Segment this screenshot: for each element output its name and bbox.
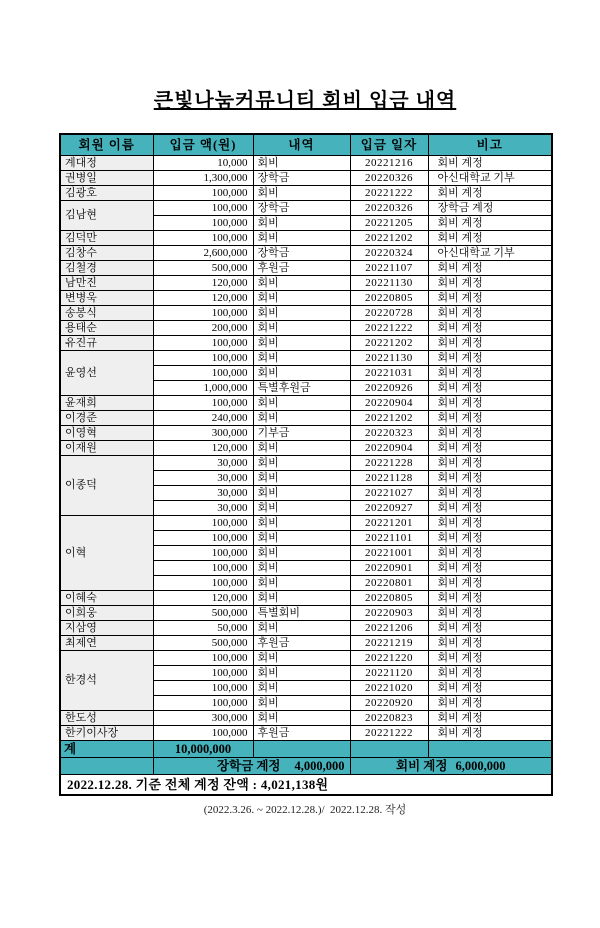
amount-cell: 120,000 [153,590,253,605]
member-name-cell: 이재원 [60,440,153,455]
detail-cell: 회비 [253,290,350,305]
detail-cell: 회비 [253,185,350,200]
note-cell: 회비 계정 [428,605,552,620]
detail-cell: 회비 [253,590,350,605]
note-cell: 회비 계정 [428,650,552,665]
amount-cell: 100,000 [153,725,253,740]
table-body [60,155,552,740]
table-row [60,350,552,365]
scholarship-account-amount: 4,000,000 [294,758,345,773]
note-cell: 회비 계정 [428,530,552,545]
detail-cell: 후원금 [253,635,350,650]
amount-cell: 100,000 [153,185,253,200]
note-cell: 회비 계정 [428,395,552,410]
balance-row [60,774,552,795]
amount-cell: 500,000 [153,605,253,620]
note-cell: 장학금 계정 [428,200,552,215]
member-name-cell: 한경석 [60,650,153,710]
date-cell: 20220904 [350,440,428,455]
amount-cell: 120,000 [153,440,253,455]
date-cell: 20220728 [350,305,428,320]
amount-cell: 100,000 [153,515,253,530]
table-row [60,290,552,305]
table-row [60,635,552,650]
detail-cell: 회비 [253,620,350,635]
date-cell: 20221202 [350,335,428,350]
member-name-cell: 남만진 [60,275,153,290]
amount-cell: 300,000 [153,710,253,725]
date-cell: 20221222 [350,185,428,200]
note-cell: 회비 계정 [428,590,552,605]
date-cell: 20221222 [350,320,428,335]
table-row [60,605,552,620]
date-cell: 20221219 [350,635,428,650]
member-name-cell: 김덕만 [60,230,153,245]
table-row [60,155,552,170]
table-row [60,425,552,440]
note-cell: 회비 계정 [428,695,552,710]
detail-cell: 회비 [253,350,350,365]
amount-cell: 100,000 [153,335,253,350]
member-name-cell: 김철경 [60,260,153,275]
detail-cell: 회비 [253,215,350,230]
table-row [60,590,552,605]
date-cell: 20220805 [350,290,428,305]
member-name-cell: 이종덕 [60,455,153,515]
date-cell: 20220326 [350,170,428,185]
note-cell: 회비 계정 [428,320,552,335]
detail-cell: 회비 [253,320,350,335]
date-cell: 20221001 [350,545,428,560]
detail-cell: 회비 [253,440,350,455]
amount-cell: 100,000 [153,650,253,665]
member-name-cell: 송봉식 [60,305,153,320]
table-row [60,620,552,635]
table-row [60,185,552,200]
amount-cell: 100,000 [153,680,253,695]
detail-cell: 회비 [253,470,350,485]
detail-cell: 회비 [253,695,350,710]
date-cell: 20221216 [350,155,428,170]
date-cell: 20220904 [350,395,428,410]
account-split-row [60,757,552,774]
amount-cell: 100,000 [153,350,253,365]
amount-cell: 30,000 [153,455,253,470]
member-name-cell: 이희웅 [60,605,153,620]
note-cell: 회비 계정 [428,275,552,290]
note-cell: 회비 계정 [428,335,552,350]
detail-cell: 회비 [253,560,350,575]
table-header-row [60,134,552,155]
note-cell: 회비 계정 [428,425,552,440]
detail-cell: 회비 [253,275,350,290]
detail-cell: 특별후원금 [253,380,350,395]
amount-cell: 30,000 [153,485,253,500]
amount-cell: 30,000 [153,470,253,485]
date-cell: 20220903 [350,605,428,620]
note-cell: 회비 계정 [428,440,552,455]
date-cell: 20221031 [350,365,428,380]
note-cell: 회비 계정 [428,500,552,515]
total-row [60,740,552,757]
date-cell: 20221205 [350,215,428,230]
member-name-cell: 김남현 [60,200,153,230]
detail-cell: 장학금 [253,170,350,185]
detail-cell: 회비 [253,485,350,500]
amount-cell: 100,000 [153,530,253,545]
date-cell: 20221120 [350,665,428,680]
amount-cell: 300,000 [153,425,253,440]
table-row [60,335,552,350]
amount-cell: 100,000 [153,395,253,410]
date-cell: 20220805 [350,590,428,605]
note-cell: 회비 계정 [428,470,552,485]
date-cell: 20220324 [350,245,428,260]
note-cell: 회비 계정 [428,215,552,230]
detail-cell: 후원금 [253,725,350,740]
amount-cell: 500,000 [153,260,253,275]
col-header-detail: 내역 [253,134,350,155]
table-row [60,170,552,185]
date-cell: 20221128 [350,470,428,485]
detail-cell: 회비 [253,575,350,590]
table-row [60,515,552,530]
amount-cell: 100,000 [153,365,253,380]
table-row [60,440,552,455]
date-cell: 20221202 [350,230,428,245]
member-name-cell: 지삼영 [60,620,153,635]
fee-account-amount: 6,000,000 [455,758,506,773]
table-row [60,245,552,260]
detail-cell: 장학금 [253,200,350,215]
member-name-cell: 윤재희 [60,395,153,410]
detail-cell: 기부금 [253,425,350,440]
note-cell: 회비 계정 [428,230,552,245]
member-name-cell: 이혁 [60,515,153,590]
page-title: 큰빛나눔커뮤니티 회비 입금 내역 [153,90,457,112]
date-cell: 20220901 [350,560,428,575]
empty-cell [428,740,552,757]
note-cell: 회비 계정 [428,290,552,305]
table-row [60,410,552,425]
note-cell: 회비 계정 [428,155,552,170]
date-cell: 20220920 [350,695,428,710]
date-cell: 20221107 [350,260,428,275]
amount-cell: 2,600,000 [153,245,253,260]
note-cell: 회비 계정 [428,710,552,725]
date-cell: 20221206 [350,620,428,635]
detail-cell: 회비 [253,305,350,320]
amount-cell: 500,000 [153,635,253,650]
date-cell: 20221101 [350,530,428,545]
member-name-cell: 변병욱 [60,290,153,305]
date-cell: 20220326 [350,200,428,215]
note-cell: 회비 계정 [428,185,552,200]
detail-cell: 회비 [253,395,350,410]
scholarship-account-cell [153,757,350,774]
table-row [60,320,552,335]
detail-cell: 후원금 [253,260,350,275]
date-cell: 20220801 [350,575,428,590]
table-row [60,260,552,275]
date-cell: 20220823 [350,710,428,725]
col-header-deposit-date: 입금 일자 [350,134,428,155]
amount-cell: 50,000 [153,620,253,635]
date-cell: 20221130 [350,350,428,365]
amount-cell: 100,000 [153,215,253,230]
note-cell: 회비 계정 [428,260,552,275]
member-name-cell: 계대정 [60,155,153,170]
note-cell: 회비 계정 [428,305,552,320]
note-cell: 회비 계정 [428,635,552,650]
amount-cell: 1,000,000 [153,380,253,395]
date-cell: 20221130 [350,275,428,290]
table-row [60,395,552,410]
table-row [60,650,552,665]
amount-cell: 200,000 [153,320,253,335]
detail-cell: 회비 [253,500,350,515]
note-cell: 회비 계정 [428,365,552,380]
member-name-cell: 이혜숙 [60,590,153,605]
note-cell: 회비 계정 [428,575,552,590]
amount-cell: 240,000 [153,410,253,425]
detail-cell: 회비 [253,710,350,725]
detail-cell: 회비 [253,650,350,665]
detail-cell: 회비 [253,410,350,425]
amount-cell: 100,000 [153,200,253,215]
member-name-cell: 유진규 [60,335,153,350]
period-caption: (2022.3.26. ~ 2022.12.28.)/ 2022.12.28. 작성 [203,803,407,816]
scholarship-account-label: 장학금 계정 [216,758,281,773]
date-cell: 20220926 [350,380,428,395]
note-cell: 회비 계정 [428,620,552,635]
fee-account-cell [350,757,552,774]
empty-cell [350,740,428,757]
amount-cell: 100,000 [153,305,253,320]
member-name-cell: 권병일 [60,170,153,185]
member-name-cell: 이영혁 [60,425,153,440]
member-name-cell: 이경준 [60,410,153,425]
date-cell: 20221222 [350,725,428,740]
detail-cell: 회비 [253,545,350,560]
member-name-cell: 한도성 [60,710,153,725]
grand-total-amount-cell: 10,000,000 [153,740,253,757]
note-cell: 회비 계정 [428,515,552,530]
date-cell: 20221202 [350,410,428,425]
col-header-member-name: 회원 이름 [60,134,153,155]
detail-cell: 장학금 [253,245,350,260]
table-row [60,710,552,725]
note-cell: 회비 계정 [428,455,552,470]
detail-cell: 회비 [253,680,350,695]
member-name-cell: 김창수 [60,245,153,260]
table-row [60,230,552,245]
note-cell: 아신대학교 기부 [428,245,552,260]
empty-cell [60,757,153,774]
note-cell: 회비 계정 [428,410,552,425]
note-cell: 아신대학교 기부 [428,170,552,185]
amount-cell: 100,000 [153,695,253,710]
table-row [60,200,552,215]
amount-cell: 100,000 [153,575,253,590]
date-cell: 20221201 [350,515,428,530]
member-name-cell: 한키이사장 [60,725,153,740]
date-cell: 20220323 [350,425,428,440]
date-cell: 20221027 [350,485,428,500]
amount-cell: 100,000 [153,560,253,575]
amount-cell: 120,000 [153,290,253,305]
detail-cell: 특별회비 [253,605,350,620]
note-cell: 회비 계정 [428,725,552,740]
member-name-cell: 윤영선 [60,350,153,395]
detail-cell: 회비 [253,455,350,470]
fee-account-label: 회비 계정 [396,758,448,773]
detail-cell: 회비 [253,530,350,545]
detail-cell: 회비 [253,365,350,380]
empty-cell [253,740,350,757]
amount-cell: 120,000 [153,275,253,290]
fee-deposit-table [59,133,553,796]
note-cell: 회비 계정 [428,680,552,695]
note-cell: 회비 계정 [428,485,552,500]
member-name-cell: 최제연 [60,635,153,650]
date-cell: 20221228 [350,455,428,470]
amount-cell: 10,000 [153,155,253,170]
amount-cell: 1,300,000 [153,170,253,185]
note-cell: 회비 계정 [428,380,552,395]
note-cell: 회비 계정 [428,350,552,365]
member-name-cell: 김광호 [60,185,153,200]
amount-cell: 100,000 [153,230,253,245]
table-row [60,275,552,290]
amount-cell: 30,000 [153,500,253,515]
member-name-cell: 용태순 [60,320,153,335]
amount-cell: 100,000 [153,545,253,560]
detail-cell: 회비 [253,230,350,245]
detail-cell: 회비 [253,665,350,680]
table-row [60,455,552,470]
detail-cell: 회비 [253,515,350,530]
col-header-deposit-amount: 입금 액(원) [153,134,253,155]
detail-cell: 회비 [253,155,350,170]
detail-cell: 회비 [253,335,350,350]
total-label-cell: 계 [60,740,153,757]
balance-text: 2022.12.28. 기준 전체 계정 잔액 : 4,021,138원 [60,774,552,795]
table-row [60,725,552,740]
amount-cell: 100,000 [153,665,253,680]
col-header-remarks: 비고 [428,134,552,155]
note-cell: 회비 계정 [428,665,552,680]
note-cell: 회비 계정 [428,545,552,560]
table-row [60,305,552,320]
note-cell: 회비 계정 [428,560,552,575]
date-cell: 20221020 [350,680,428,695]
date-cell: 20221220 [350,650,428,665]
date-cell: 20220927 [350,500,428,515]
